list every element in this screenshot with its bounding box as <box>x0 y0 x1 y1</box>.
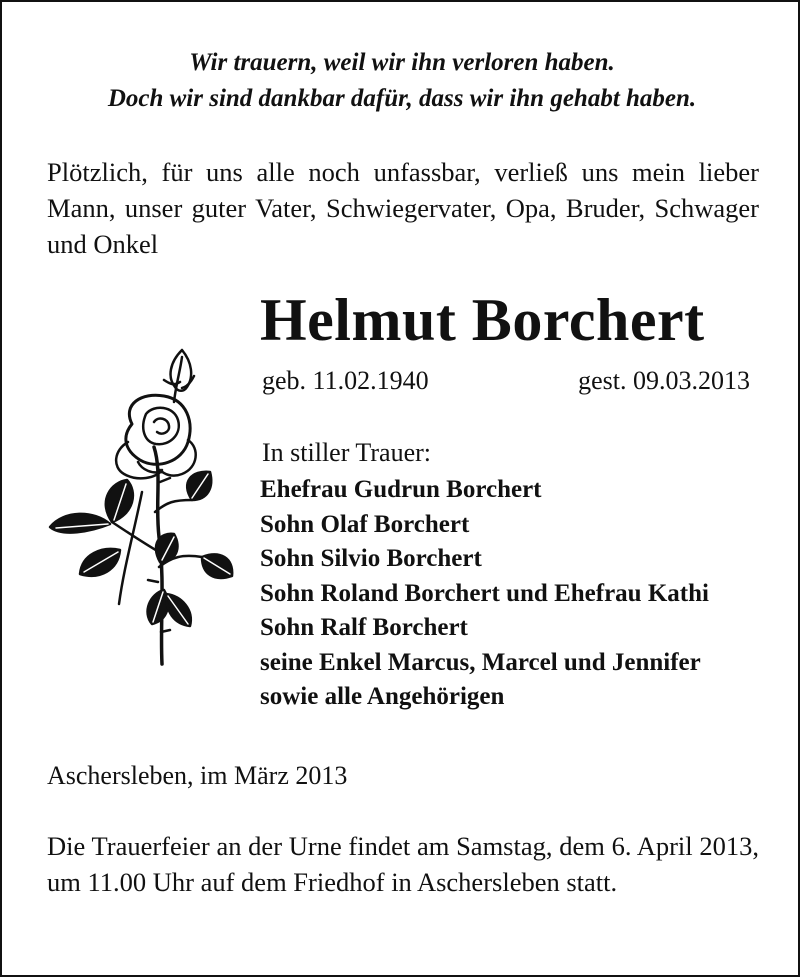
list-item: Sohn Olaf Borchert <box>260 510 470 538</box>
list-item: seine Enkel Marcus, Marcel und Jennifer <box>260 648 701 676</box>
list-item: Sohn Silvio Borchert <box>260 545 482 572</box>
deceased-name: Helmut Borchert <box>260 287 705 353</box>
list-item: Ehefrau Gudrun Borchert <box>260 476 542 503</box>
list-item: Sohn Roland Borchert und Ehefrau Kathi <box>260 579 709 607</box>
list-item: sowie alle Angehörigen <box>260 683 505 710</box>
mourning-heading: In stiller Trauer: <box>262 438 431 467</box>
death-date: gest. 09.03.2013 <box>578 366 750 395</box>
intro-text: Plötzlich, für uns alle noch unfassbar, verließ uns mein lieber Mann, unser guter Vater, Schwiegervater, Opa, Bruder, Schwager und Onkel <box>47 157 759 259</box>
place-date: Aschersleben, im März 2013 <box>47 761 348 790</box>
motto-line-2: Doch wir sind dankbar dafür, dass wir ihn gehabt haben. <box>107 85 697 112</box>
list-item: Sohn Ralf Borchert <box>260 614 468 641</box>
motto-line-1: Wir trauern, weil wir ihn verloren haben. <box>189 49 615 76</box>
mourners-list <box>260 473 709 715</box>
birth-date: geb. 11.02.1940 <box>262 366 429 395</box>
rose-icon <box>42 332 242 672</box>
service-text: Die Trauerfeier an der Urne findet am Samstag, dem 6. April 2013, um 11.00 Uhr auf dem Friedhof in Aschersleben statt. <box>47 831 759 897</box>
